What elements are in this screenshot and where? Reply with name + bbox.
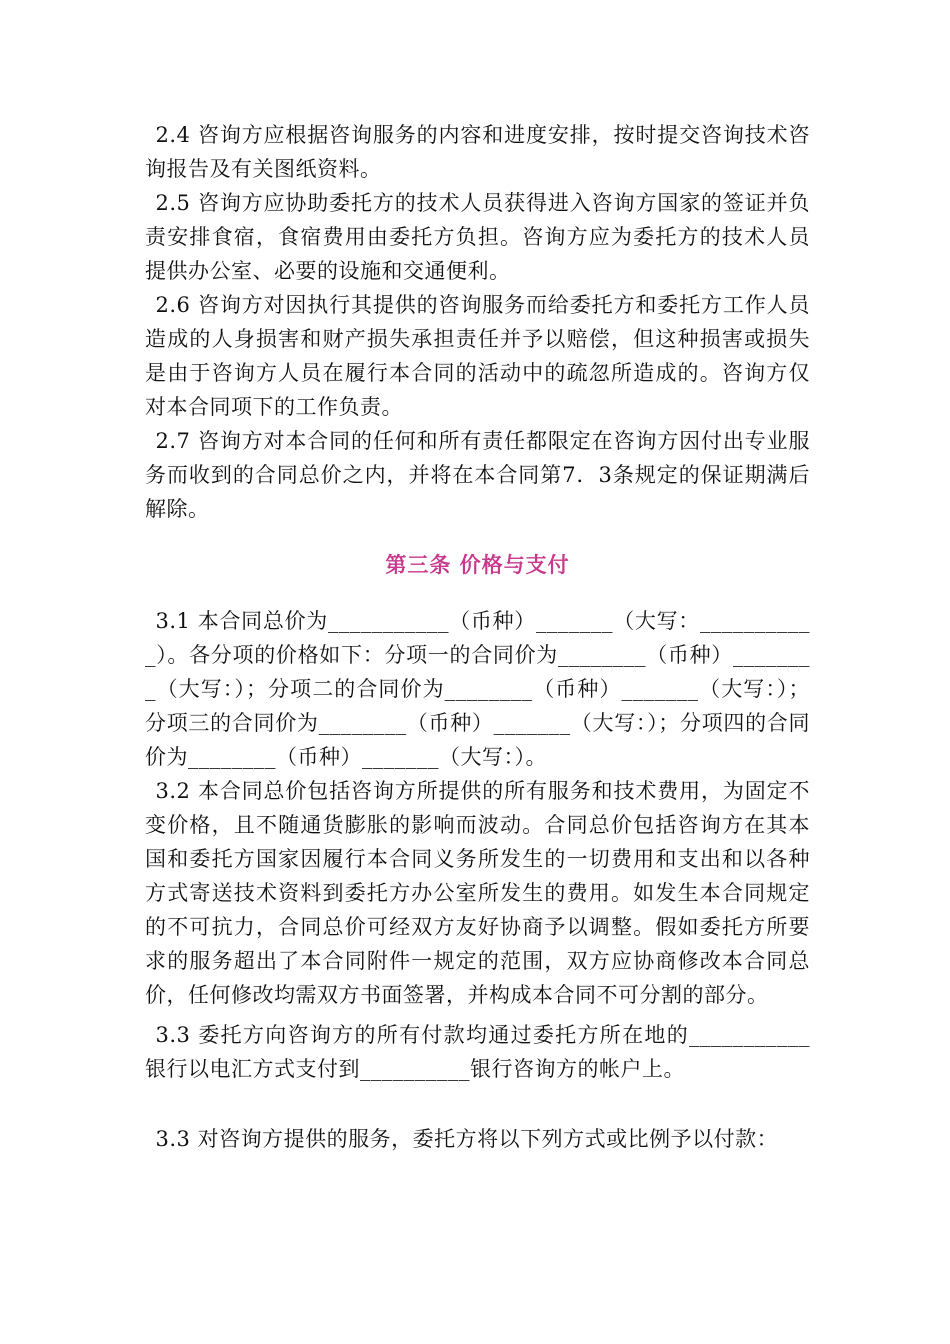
clause-2-5: 2.5 咨询方应协助委托方的技术人员获得进入咨询方国家的签证并负责安排食宿，食宿费用由委托方负担。咨询方应为委托方的技术人员提供办公室、必要的设施和交通便利。: [145, 191, 810, 283]
section-3-heading: 第三条 价格与支付: [385, 552, 570, 577]
clause-3-3-payment-bank: 3.3 委托方向咨询方的所有付款均通过委托方所在地的___________银行以电汇方式支付到__________银行咨询方的帐户上。: [145, 1023, 810, 1081]
document-page: [145, 118, 810, 1156]
clause-3-2: 3.2 本合同总价包括咨询方所提供的所有服务和技术费用，为固定不变价格，且不随通货膨胀的影响而波动。合同总价包括咨询方在其本国和委托方国家因履行本合同义务所发生的一切费用和支出和以各种方式寄送技术资料到委托方办公室所发生的费用。如发生本合同规定的不可抗力，合同总价可经双方友好协商予以调整。假如委托方所要求的服务超出了本合同附件一规定的范围，双方应协商修改本合同总价，任何修改均需双方书面签署，并构成本合同不可分割的部分。: [145, 779, 810, 1007]
clause-2-6: 2.6 咨询方对因执行其提供的咨询服务而给委托方和委托方工作人员造成的人身损害和财产损失承担责任并予以赔偿，但这种损害或损失是由于咨询方人员在履行本合同的活动中的疏忽所造成的。咨询方仅对本合同项下的工作负责。: [145, 293, 810, 419]
clause-2-7: 2.7 咨询方对本合同的任何和所有责任都限定在咨询方因付出专业服务而收到的合同总价之内，并将在本合同第7．3条规定的保证期满后解除。: [145, 429, 810, 521]
clause-3-3-payment-method: 3.3 对咨询方提供的服务，委托方将以下列方式或比例予以付款：: [155, 1127, 779, 1151]
clause-3-1: 3.1 本合同总价为___________（币种）_______（大写：___________）。各分项的价格如下：分项一的合同价为________（币种）________（大写：）；分项二的合同价为________（币种）_______（大写：）；分项三的合同价为________（币种）_______（大写：）；分项四的合同价为________（币种）_______（大写：）。: [145, 609, 810, 769]
clause-2-4: 2.4 咨询方应根据咨询服务的内容和进度安排，按时提交咨询技术咨询报告及有关图纸资料。: [145, 123, 810, 181]
